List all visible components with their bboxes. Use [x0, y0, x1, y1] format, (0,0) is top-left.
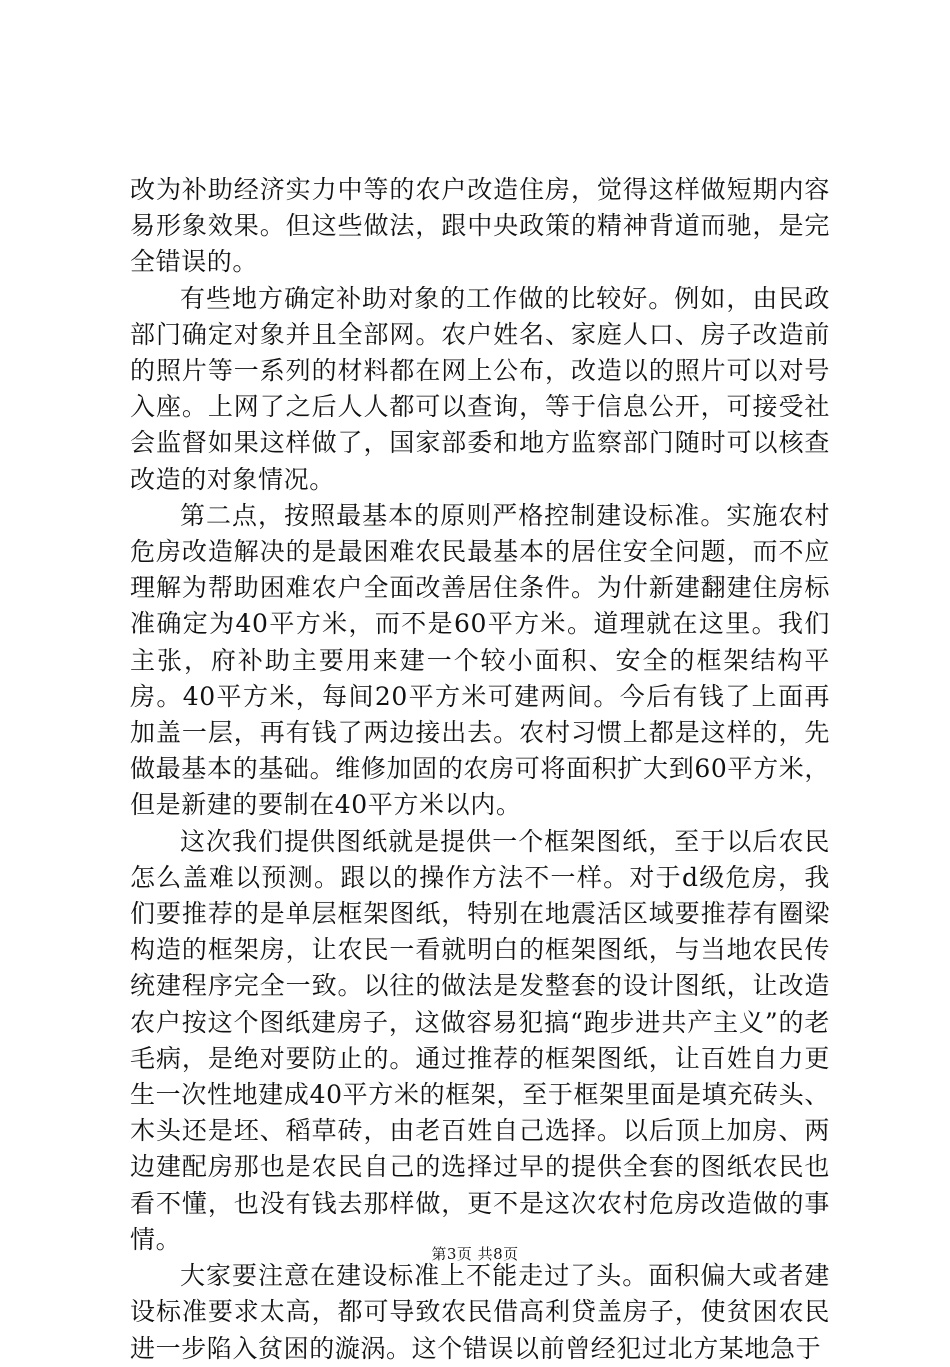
paragraph-1: 改为补助经济实力中等的农户改造住房，觉得这样做短期内容易形象效果。但这些做法，跟中央政策的精神背道而驰，是完全错误的。 [130, 175, 830, 277]
paragraph-5: 大家要注意在建设标准上不能走过了头。面积偏大或者建设标准要求太高，都可导致农民借高利贷盖房子，使贫困农民进一步陷入贫困的漩涡。这个错误以前曾经犯过北方某地急于 [130, 1261, 830, 1363]
page-footer: 第3页 共8页 [431, 1245, 519, 1263]
paragraph-3: 第二点，按照最基本的原则严格控制建设标准。实施农村危房改造解决的是最困难农民最基本的居住安全问题，而不应理解为帮助困难农户全面改善居住条件。为什新建翻建住房标准确定为40平方米，而不是60平方米。道理就在这里。我们主张，府补助主要用来建一个较小面积、安全的框架结构平房。40平方米，每间20平方米可建两间。今后有钱了上面再加盖一层，再有钱了两边接出去。农村习惯上都是这样的，先做最基本的基础。维修加固的农房可将面积扩大到60平方米，但是新建的要制在40平方米以内。 [130, 500, 830, 820]
paragraph-4: 这次我们提供图纸就是提供一个框架图纸，至于以后农民怎么盖难以预测。跟以的操作方法不一样。对于d级危房，我们要推荐的是单层框架图纸，特别在地震活区域要推荐有圈梁构造的框架房，让农民一看就明白的框架图纸，与当地农民传统建程序完全一致。以往的做法是发整套的设计图纸，让改造农户按这个图纸建房子，这做容易犯搞“跑步进共产主义”的老毛病，是绝对要防止的。通过推荐的框架图纸，让百姓自力更生一次性地建成40平方米的框架，至于框架里面是填充砖头、木头还是坯、稻草砖，由老百姓自己选择。以后顶上加房、两边建配房那也是农民自己的选择过早的提供全套的图纸农民也看不懂，也没有钱去那样做，更不是这次农村危房改造做的事情。 [130, 826, 830, 1254]
paragraph-2: 有些地方确定补助对象的工作做的比较好。例如，由民政部门确定对象并且全部网。农户姓名、家庭人口、房子改造前的照片等一系列的材料都在网上公布，改造以的照片可以对号入座。上网了之后人人都可以查询，等于信息公开，可接受社会监督如果这样做了，国家部委和地方监察部门随时可以核查改造的对象情况。 [130, 283, 830, 494]
body-text [130, 172, 830, 1367]
